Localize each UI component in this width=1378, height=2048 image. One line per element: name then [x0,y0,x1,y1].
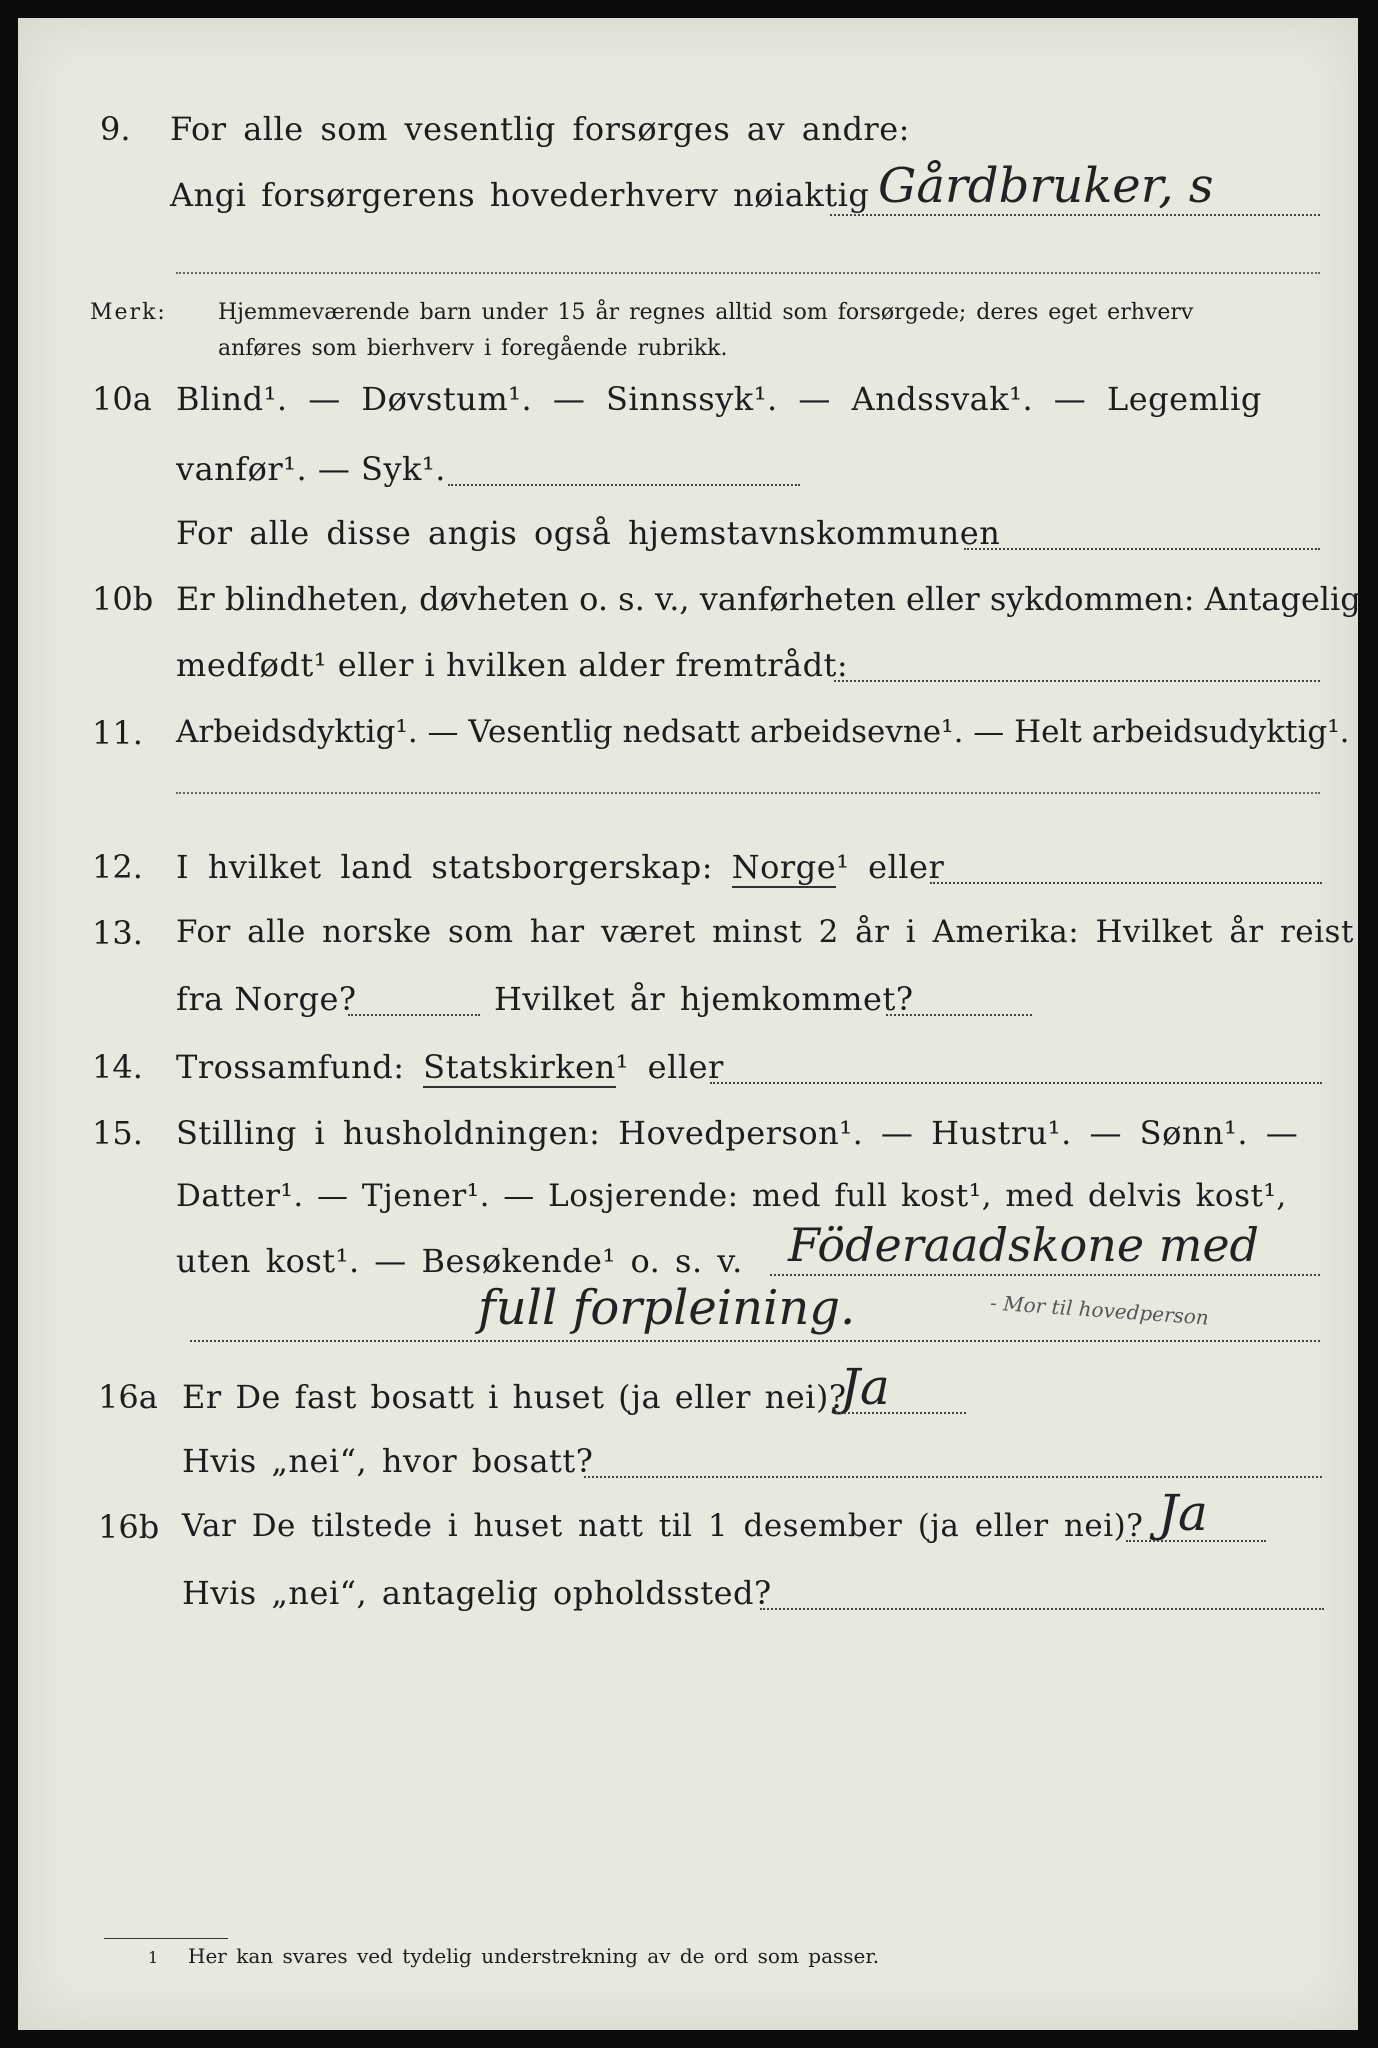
q13-number: 13. [92,914,143,952]
q16a-line1: Er De fast bosatt i huset (ja eller nei)? [182,1378,847,1416]
q10b-line1: Er blindheten, døvheten o. s. v., vanførheten eller sykdommen: Antagelig [176,580,1361,618]
q16b-opholdssted-line [760,1608,1324,1610]
q15-line2: Datter¹. — Tjener¹. — Losjerende: med full kost¹, med delvis kost¹, [176,1178,1287,1214]
q14-number: 14. [92,1048,143,1086]
q11-line1: Arbeidsdyktig¹. — Vesentlig nedsatt arbeidsevne¹. — Helt arbeidsudyktig¹. [176,714,1350,750]
q16a-answer-line [836,1412,966,1414]
q12-question: I hvilket land statsborgerskap: [176,848,713,886]
merk-line2: anføres som bierhverv i foregående rubrikk. [218,336,728,361]
q11-answer-line [176,792,1320,794]
q15-answer-line-1 [770,1274,1320,1276]
q9-number: 9. [100,110,131,148]
q10b-line2: medfødt¹ eller i hvilken alder fremtrådt: [176,646,849,684]
q13-line2b: Hvilket år hjemkommet? [494,980,914,1018]
q14-answer-line [710,1082,1322,1084]
q16a-number: 16a [98,1378,158,1416]
q9-handwritten-answer: Gårdbruker, s [878,158,1214,214]
footnote-rule [104,1938,228,1939]
q12-answer-line [930,882,1322,884]
q10a-line3: For alle disse angis også hjemstavnskommunen [176,514,1001,552]
q15-handwritten-answer-2: full forpleining. [478,1280,856,1336]
q14-question: Trossamfund: [176,1048,405,1086]
q16a-line2: Hvis „nei“, hvor bosatt? [182,1442,594,1480]
q15-number: 15. [92,1114,143,1152]
q15-handwritten-note: - Mor til hovedperson [989,1290,1210,1330]
q16a-bosatt-line [584,1476,1322,1478]
q10a-line1: Blind¹. — Døvstum¹. — Sinnssyk¹. — Andssvak¹. — Legemlig [176,380,1262,418]
q9-line1: For alle som vesentlig forsørges av andre: [170,110,910,148]
footnote-mark: 1 [148,1948,159,1967]
separator-line [176,272,1320,274]
q14-post: ¹ eller [615,1048,724,1086]
q15-line1: Stilling i husholdningen: Hovedperson¹. — Hustru¹. — Sønn¹. — [176,1114,1299,1152]
q13-line1: For alle norske som har været minst 2 år i Amerika: Hvilket år reist [176,914,1354,950]
q16b-line1: Var De tilstede i huset natt til 1 desember (ja eller nei)? [182,1508,1144,1544]
q9-answer-line [830,214,1320,216]
q14-line [176,1048,724,1086]
q16b-line2: Hvis „nei“, antagelig opholdssted? [182,1574,772,1612]
q10b-number: 10b [92,580,154,618]
q13-year-left-line [348,1014,480,1016]
q13-line2a: fra Norge? [176,980,357,1018]
q10a-line2: vanfør¹. — Syk¹. [176,450,446,488]
q12-underlined-norge: Norge [731,848,837,886]
q10b-answer-line [834,680,1320,682]
q10a-hjemstavn-line [964,548,1320,550]
q10a-answer-line [448,484,800,486]
q15-handwritten-answer-1: Föderaadskone med [788,1218,1259,1272]
q16b-number: 16b [98,1508,160,1546]
footnote-text: Her kan svares ved tydelig understrekning av de ord som passer. [188,1944,880,1968]
q15-answer-line-2 [190,1340,1320,1342]
merk-label: Merk: [90,300,167,325]
q10a-number: 10a [92,380,152,418]
q16b-answer-line [1126,1540,1266,1542]
q15-line3: uten kost¹. — Besøkende¹ o. s. v. [176,1242,743,1280]
q9-line2: Angi forsørgerens hovederhverv nøiaktig [170,176,870,214]
q14-underlined-statskirken: Statskirken [423,1048,616,1086]
q12-post: ¹ eller [836,848,945,886]
q16b-handwritten-answer: Ja [1158,1484,1208,1542]
q12-number: 12. [92,848,143,886]
q16a-handwritten-answer: Ja [840,1358,890,1416]
q11-number: 11. [92,714,143,752]
merk-line1: Hjemmeværende barn under 15 år regnes alltid som forsørgede; deres eget erhverv [218,300,1194,325]
q12-line [176,848,944,886]
census-form-page [18,18,1361,2030]
q13-year-return-line [886,1014,1032,1016]
